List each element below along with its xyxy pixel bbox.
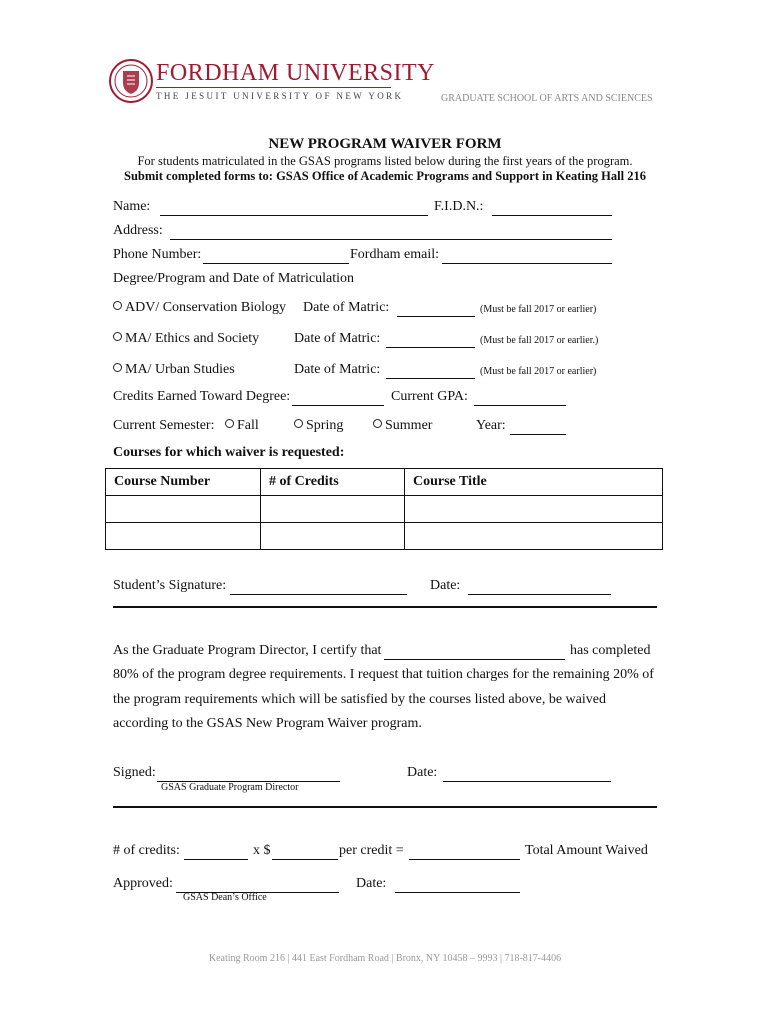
section-divider [113, 606, 657, 608]
student-signature-field[interactable] [230, 578, 407, 595]
university-tagline: THE JESUIT UNIVERSITY OF NEW YORK [156, 91, 404, 101]
approved-label: Approved: [113, 876, 173, 891]
radio-icon[interactable] [225, 419, 234, 428]
table-cell[interactable] [405, 496, 663, 523]
date-label: Date: [356, 876, 387, 891]
matric-label: Date of Matric: [294, 362, 381, 377]
footer-address: Keating Room 216 | 441 East Fordham Road | Bronx, NY 10458 – 9993 | 718-817-4406 [208, 953, 562, 964]
program-option-ethics[interactable]: MA/ Ethics and Society [113, 331, 259, 347]
address-field[interactable] [170, 223, 612, 240]
matric-label: Date of Matric: [294, 331, 381, 346]
name-field[interactable] [160, 199, 428, 216]
director-text-line2: 80% of the program degree requirements. I request that tuition charges for the remaining 20% of [113, 667, 654, 682]
table-cell[interactable] [106, 523, 261, 550]
fidn-field[interactable] [492, 199, 612, 216]
gpa-field[interactable] [474, 389, 566, 406]
per-credit-label: per credit = [339, 843, 404, 858]
table-row[interactable] [106, 523, 663, 550]
matric-label: Date of Matric: [303, 300, 390, 315]
courses-heading: Courses for which waiver is requested: [113, 445, 345, 460]
director-text-line4: according to the GSAS New Program Waiver program. [113, 716, 422, 731]
matric-note: (Must be fall 2017 or earlier.) [480, 335, 599, 346]
matric-date-field[interactable] [386, 331, 475, 348]
program-option-urban[interactable]: MA/ Urban Studies [113, 362, 235, 378]
student-date-field[interactable] [468, 578, 611, 595]
matric-date-field[interactable] [397, 300, 475, 317]
email-label: Fordham email: [350, 247, 440, 262]
section-divider [113, 806, 657, 808]
school-name: GRADUATE SCHOOL OF ARTS AND SCIENCES [441, 93, 653, 104]
semester-spring[interactable]: Spring [294, 418, 343, 434]
semester-fall[interactable]: Fall [225, 418, 259, 434]
radio-icon[interactable] [294, 419, 303, 428]
date-label: Date: [430, 578, 461, 593]
fidn-label: F.I.D.N.: [434, 199, 484, 214]
director-text-line1b: has completed [570, 643, 651, 658]
matric-date-field[interactable] [386, 362, 475, 379]
student-signature-label: Student’s Signature: [113, 578, 227, 593]
table-cell[interactable] [261, 496, 405, 523]
email-field[interactable] [442, 247, 612, 264]
gpa-label: Current GPA: [391, 389, 468, 404]
date-label: Date: [407, 765, 438, 780]
matric-note: (Must be fall 2017 or earlier) [480, 366, 597, 377]
name-label: Name: [113, 199, 151, 214]
table-header-row [106, 469, 663, 496]
table-cell[interactable] [106, 496, 261, 523]
fordham-logo [108, 54, 436, 110]
address-label: Address: [113, 223, 163, 238]
program-option-conservation[interactable]: ADV/ Conservation Biology [113, 300, 286, 316]
total-field[interactable] [409, 843, 520, 860]
total-label: Total Amount Waived [525, 843, 648, 858]
dean-date-field[interactable] [395, 876, 520, 893]
radio-icon[interactable] [113, 301, 122, 310]
submit-note: Submit completed forms to: GSAS Office of Academic Programs and Support in Keating Hall 216 [124, 169, 646, 183]
signed-label: Signed: [113, 765, 156, 780]
credits-label: Credits Earned Toward Degree: [113, 389, 291, 404]
radio-icon[interactable] [373, 419, 382, 428]
dean-signature-field[interactable] [176, 876, 339, 893]
director-text-line3: the program requirements which will be satisfied by the courses listed above, be waived [113, 692, 606, 707]
table-row[interactable] [106, 496, 663, 523]
director-signature-field[interactable] [157, 765, 340, 782]
credits-field[interactable] [292, 389, 384, 406]
num-credits-label: # of credits: [113, 843, 180, 858]
director-date-field[interactable] [443, 765, 611, 782]
radio-icon[interactable] [113, 332, 122, 341]
column-header: Course Number [106, 469, 261, 496]
university-seal-icon [108, 54, 154, 108]
university-name: FORDHAM UNIVERSITY [156, 60, 436, 86]
director-caption: GSAS Graduate Program Director [161, 782, 299, 793]
courses-table [105, 468, 663, 550]
table-cell[interactable] [405, 523, 663, 550]
phone-field[interactable] [203, 247, 349, 264]
column-header: # of Credits [261, 469, 405, 496]
semester-summer[interactable]: Summer [373, 418, 432, 434]
matric-note: (Must be fall 2017 or earlier) [480, 304, 597, 315]
year-label: Year: [476, 418, 506, 433]
dean-caption: GSAS Dean’s Office [183, 892, 267, 903]
year-field[interactable] [510, 418, 566, 435]
semester-label: Current Semester: [113, 418, 215, 433]
director-text-line1: As the Graduate Program Director, I certify that [113, 643, 382, 658]
student-name-field[interactable] [384, 643, 565, 660]
num-credits-field[interactable] [184, 843, 248, 860]
column-header: Course Title [405, 469, 663, 496]
form-subtitle: For students matriculated in the GSAS programs listed below during the first years of the program. [137, 154, 633, 168]
times-label: x $ [253, 843, 271, 858]
phone-label: Phone Number: [113, 247, 202, 262]
radio-icon[interactable] [113, 363, 122, 372]
rate-field[interactable] [272, 843, 338, 860]
form-title: NEW PROGRAM WAIVER FORM [268, 136, 502, 152]
program-heading: Degree/Program and Date of Matriculation [113, 271, 355, 286]
table-cell[interactable] [261, 523, 405, 550]
